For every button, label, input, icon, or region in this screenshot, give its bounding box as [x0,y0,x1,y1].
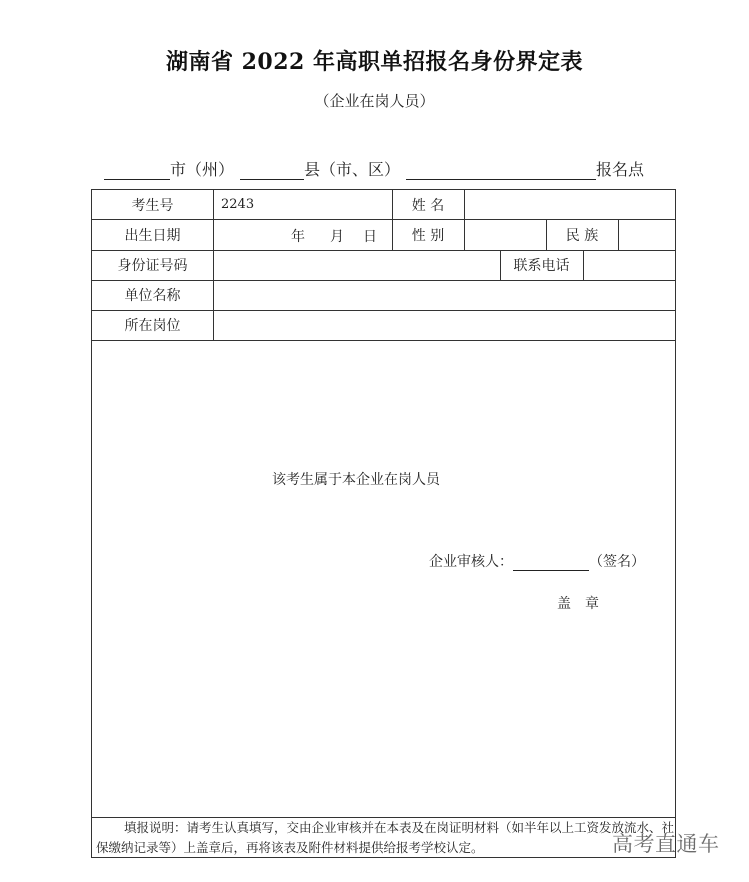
reviewer-signature-line [429,551,645,571]
position-field[interactable] [213,310,676,340]
row-divider [92,340,675,341]
name-label: 姓 名 [411,197,445,214]
instructions-line-1: 填报说明：请考生认真填写，交由企业审核并在本表及在岗证明材料（如半年以上工资发放流水、社 [124,820,675,835]
city-label: 市（州） [170,160,235,179]
ethnicity-field[interactable] [618,219,676,250]
ethnicity-label: 民 族 [565,227,599,244]
employer-label: 单位名称 [124,288,181,304]
watermark-text: 高考直通车 [612,832,720,856]
phone-field[interactable] [583,250,676,280]
identity-form-table [91,189,676,858]
county-input[interactable] [240,161,304,180]
birth-date-field[interactable] [213,219,392,250]
gender-label: 性 别 [411,227,445,244]
name-field[interactable] [464,190,676,219]
certification-statement: 该考生属于本企业在岗人员 [272,472,440,488]
county-label: 县（市、区） [304,160,401,179]
position-label: 所在岗位 [124,318,181,334]
id-number-field[interactable] [213,250,500,280]
reviewer-label: 企业审核人： [429,554,513,570]
employer-field[interactable] [213,280,676,310]
instructions-line-2: 保缴纳记录等）上盖章后，再将该表及附件材料提供给报考学校认定。 [96,840,484,855]
seal-label: 盖 章 [557,596,599,612]
location-line [104,157,644,180]
filling-instructions [92,818,675,858]
signature-hint: （签名） [589,554,645,570]
exam-number-field[interactable]: 2243 [221,197,255,212]
site-input[interactable] [406,161,596,180]
birth-year-label: 年 [291,229,305,245]
reviewer-signature-field[interactable] [513,554,589,571]
birth-month-label: 月 [330,229,344,245]
phone-label: 联系电话 [513,258,570,274]
birth-day-label: 日 [363,229,377,245]
gender-field[interactable] [464,219,546,250]
document-subtitle: （企业在岗人员） [314,92,435,110]
birth-date-label: 出生日期 [124,227,181,244]
city-input[interactable] [104,161,170,180]
document-title: 湖南省 2022 年高职单招报名身份界定表 [165,49,584,75]
id-number-label: 身份证号码 [117,258,188,274]
exam-number-label: 考生号 [131,197,174,214]
site-label: 报名点 [596,160,645,179]
